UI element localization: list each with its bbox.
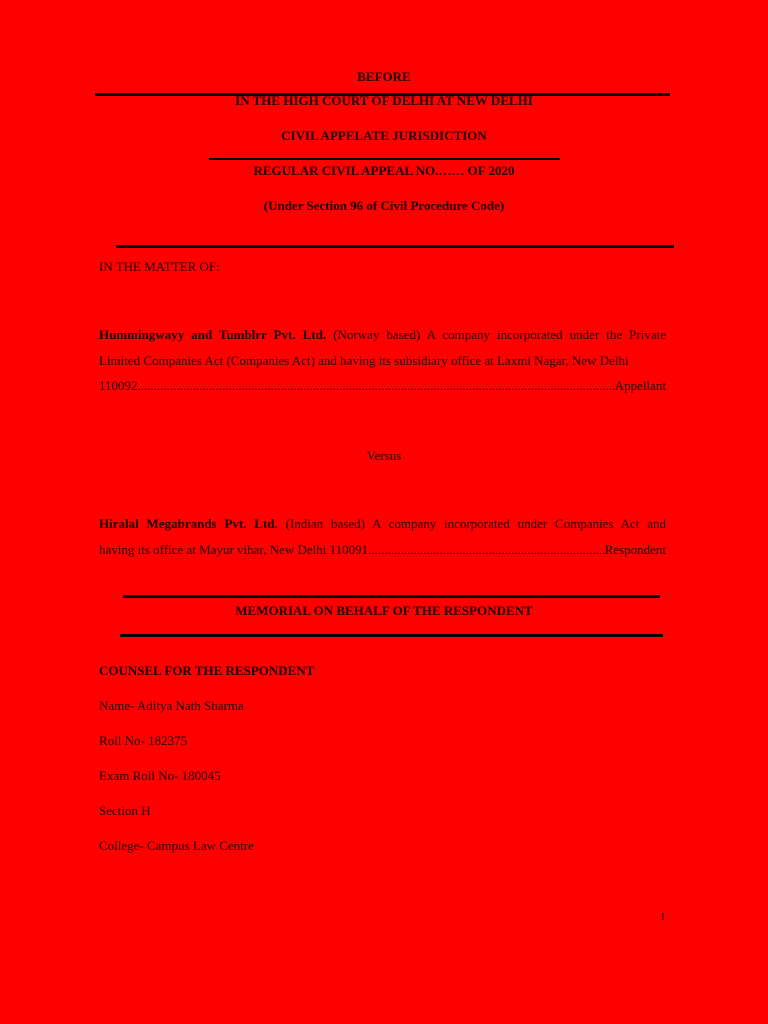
appellant-line-3: 110092 ..... Appellant xyxy=(99,373,666,399)
appeal-rule xyxy=(209,158,560,160)
roll-number: Roll No- 182375 xyxy=(99,733,188,748)
jurisdiction-heading: CIVIL APPELATE JURISDICTION xyxy=(281,128,487,143)
counsel-heading: COUNSEL FOR THE RESPONDENT xyxy=(99,663,315,678)
respondent-role: Respondent xyxy=(604,541,666,557)
memorial-title: MEMORIAL ON BEHALF OF THE RESPONDENT xyxy=(235,603,533,618)
appellant-role: Appellant xyxy=(614,378,666,393)
section-rule xyxy=(116,245,674,248)
section-label: Section H xyxy=(99,803,151,818)
respondent-paragraph xyxy=(99,511,666,562)
respondent-name: Hiralal Megabrands Pvt. Ltd. xyxy=(99,516,278,531)
appellant-line-2: Limited Companies Act (Companies Act) and having its subsidiary office at Laxmi Nagar, New Delhi xyxy=(99,352,629,368)
page-number: 1 xyxy=(660,911,666,923)
college-label: College- Campus Law Centre xyxy=(99,838,254,853)
dot-leader xyxy=(138,373,615,399)
court-heading: IN THE HIGH COURT OF DELHI AT NEW DELHI xyxy=(235,93,533,108)
exam-roll-number: Exam Roll No- 180045 xyxy=(99,768,221,783)
before-heading: BEFORE xyxy=(357,69,411,84)
appellant-line-1: Hummingwayy and Tumblrr Pvt. Ltd. (Norway based) A company incorporated under the Private xyxy=(99,327,666,342)
section-heading: (Under Section 96 of Civil Procedure Code) xyxy=(263,198,505,213)
memorial-bottom-rule xyxy=(120,634,663,637)
appellant-paragraph xyxy=(99,322,666,399)
appellant-name: Hummingwayy and Tumblrr Pvt. Ltd. xyxy=(99,327,327,342)
versus-label: Versus xyxy=(366,448,402,463)
counsel-name: Name- Aditya Nath Sharma xyxy=(99,698,244,713)
respondent-line-2: having its office at Mayur vihar, New Delhi 110091 ..... Respondent xyxy=(99,537,666,563)
dot-leader xyxy=(368,537,604,563)
appeal-number: REGULAR CIVIL APPEAL NO.…… OF 2020 xyxy=(253,163,515,178)
matter-label: IN THE MATTER OF: xyxy=(99,259,220,274)
memorial-top-rule xyxy=(123,595,660,598)
respondent-line-1: Hiralal Megabrands Pvt. Ltd. (Indian based) A company incorporated under Companies Act and xyxy=(99,516,666,531)
